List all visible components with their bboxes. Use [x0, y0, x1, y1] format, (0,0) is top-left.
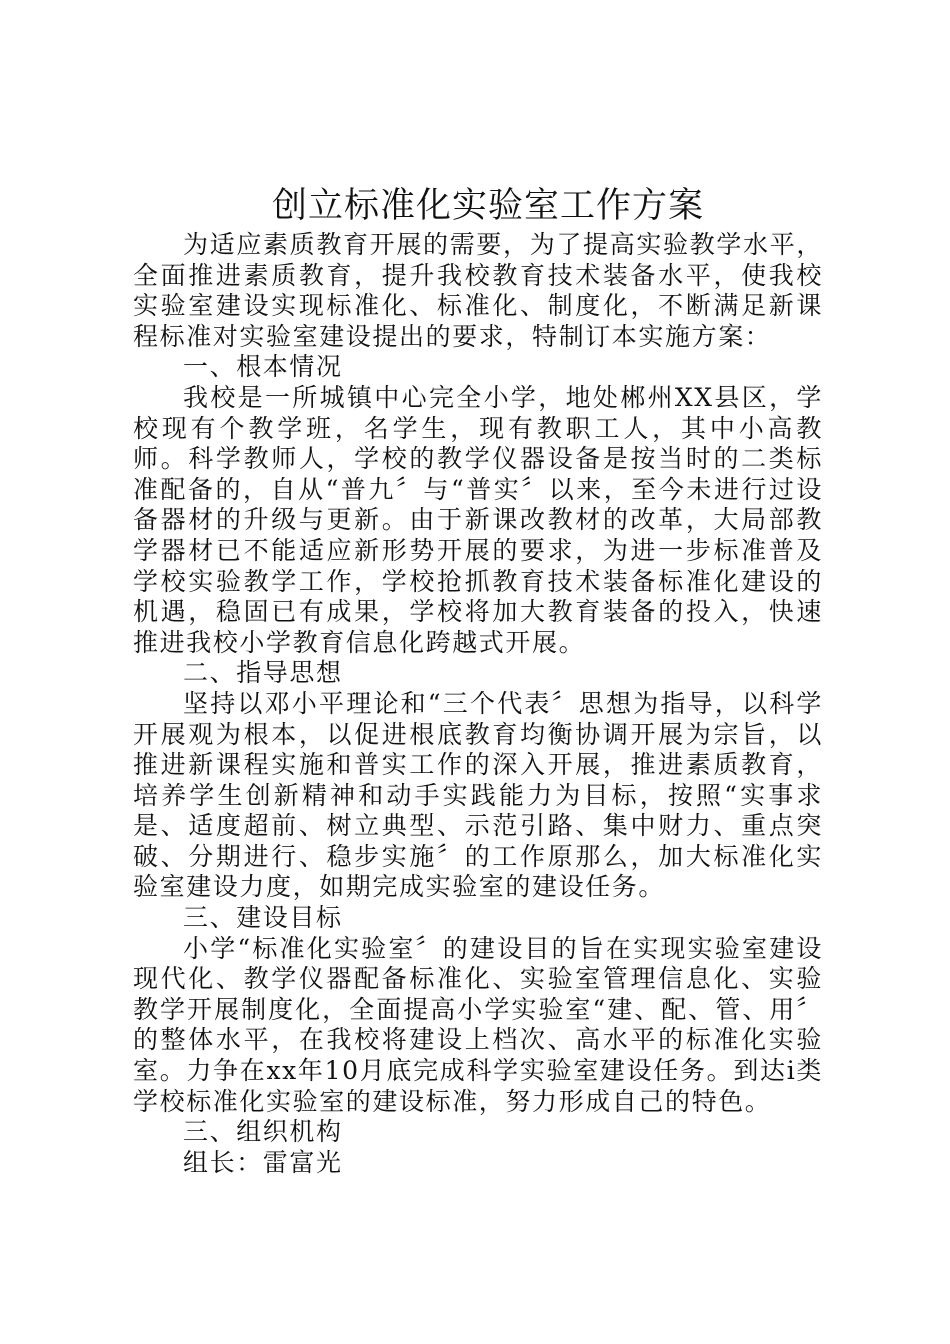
section-body-guiding-thought: 坚持以邓小平理论和“三个代表〞思想为指导，以科学开展观为根本，以促进根底教育均衡协调开展为宗旨，以推进新课程实施和普实工作的深入开展，推进素质教育，培养学生创新精神和动手实践能力为目标，按照“实事求是、适度超前、树立典型、示范引路、集中财力、重点突破、分期进行、稳步实施〞的工作原那么，加大标准化实验室建设力度，如期完成实验室的建设任务。 — [133, 688, 823, 902]
document-title: 创立标准化实验室工作方案 — [271, 186, 704, 226]
intro-paragraph: 为适应素质教育开展的需要，为了提高实验教学水平，全面推进素质教育，提升我校教育技术装备水平，使我校实验室建设实现标准化、标准化、制度化，不断满足新课程标准对实验室建设提出的要求，特制订本实施方案： — [133, 230, 823, 351]
document-page — [133, 182, 823, 1178]
section-body-organization: 组长：雷富光 — [183, 1147, 343, 1177]
section-body-construction-goal: 小学“标准化实验室〞的建设目的旨在实现实验室建设现代化、教学仪器配备标准化、实验室管理信息化、实验教学开展制度化，全面提高小学实验室“建、配、管、用〞的整体水平，在我校将建设上档次、高水平的标准化实验室。力争在xx年10月底完成科学实验室建设任务。到达ⅰ类学校标准化实验室的建设标准，努力形成自己的特色。 — [133, 933, 823, 1116]
section-heading-guiding-thought: 二、指导思想 — [183, 658, 343, 688]
section-heading-basic-situation: 一、根本情况 — [183, 352, 343, 382]
section-heading-organization: 三、组织机构 — [183, 1117, 343, 1147]
section-body-basic-situation: 我校是一所城镇中心完全小学，地处郴州XX县区，学校现有个教学班，名学生，现有教职工人，其中小高教师。科学教师人，学校的教学仪器设备是按当时的二类标准配备的，自从“普九〞与“普实〞以来，至今未进行过设备器材的升级与更新。由于新课改教材的改革，大局部教学器材已不能适应新形势开展的要求，为进一步标准普及学校实验教学工作，学校抢抓教育技术装备标准化建设的机遇，稳固已有成果，学校将加大教育装备的投入，快速推进我校小学教育信息化跨越式开展。 — [133, 382, 823, 657]
section-heading-construction-goal: 三、建设目标 — [183, 903, 343, 933]
